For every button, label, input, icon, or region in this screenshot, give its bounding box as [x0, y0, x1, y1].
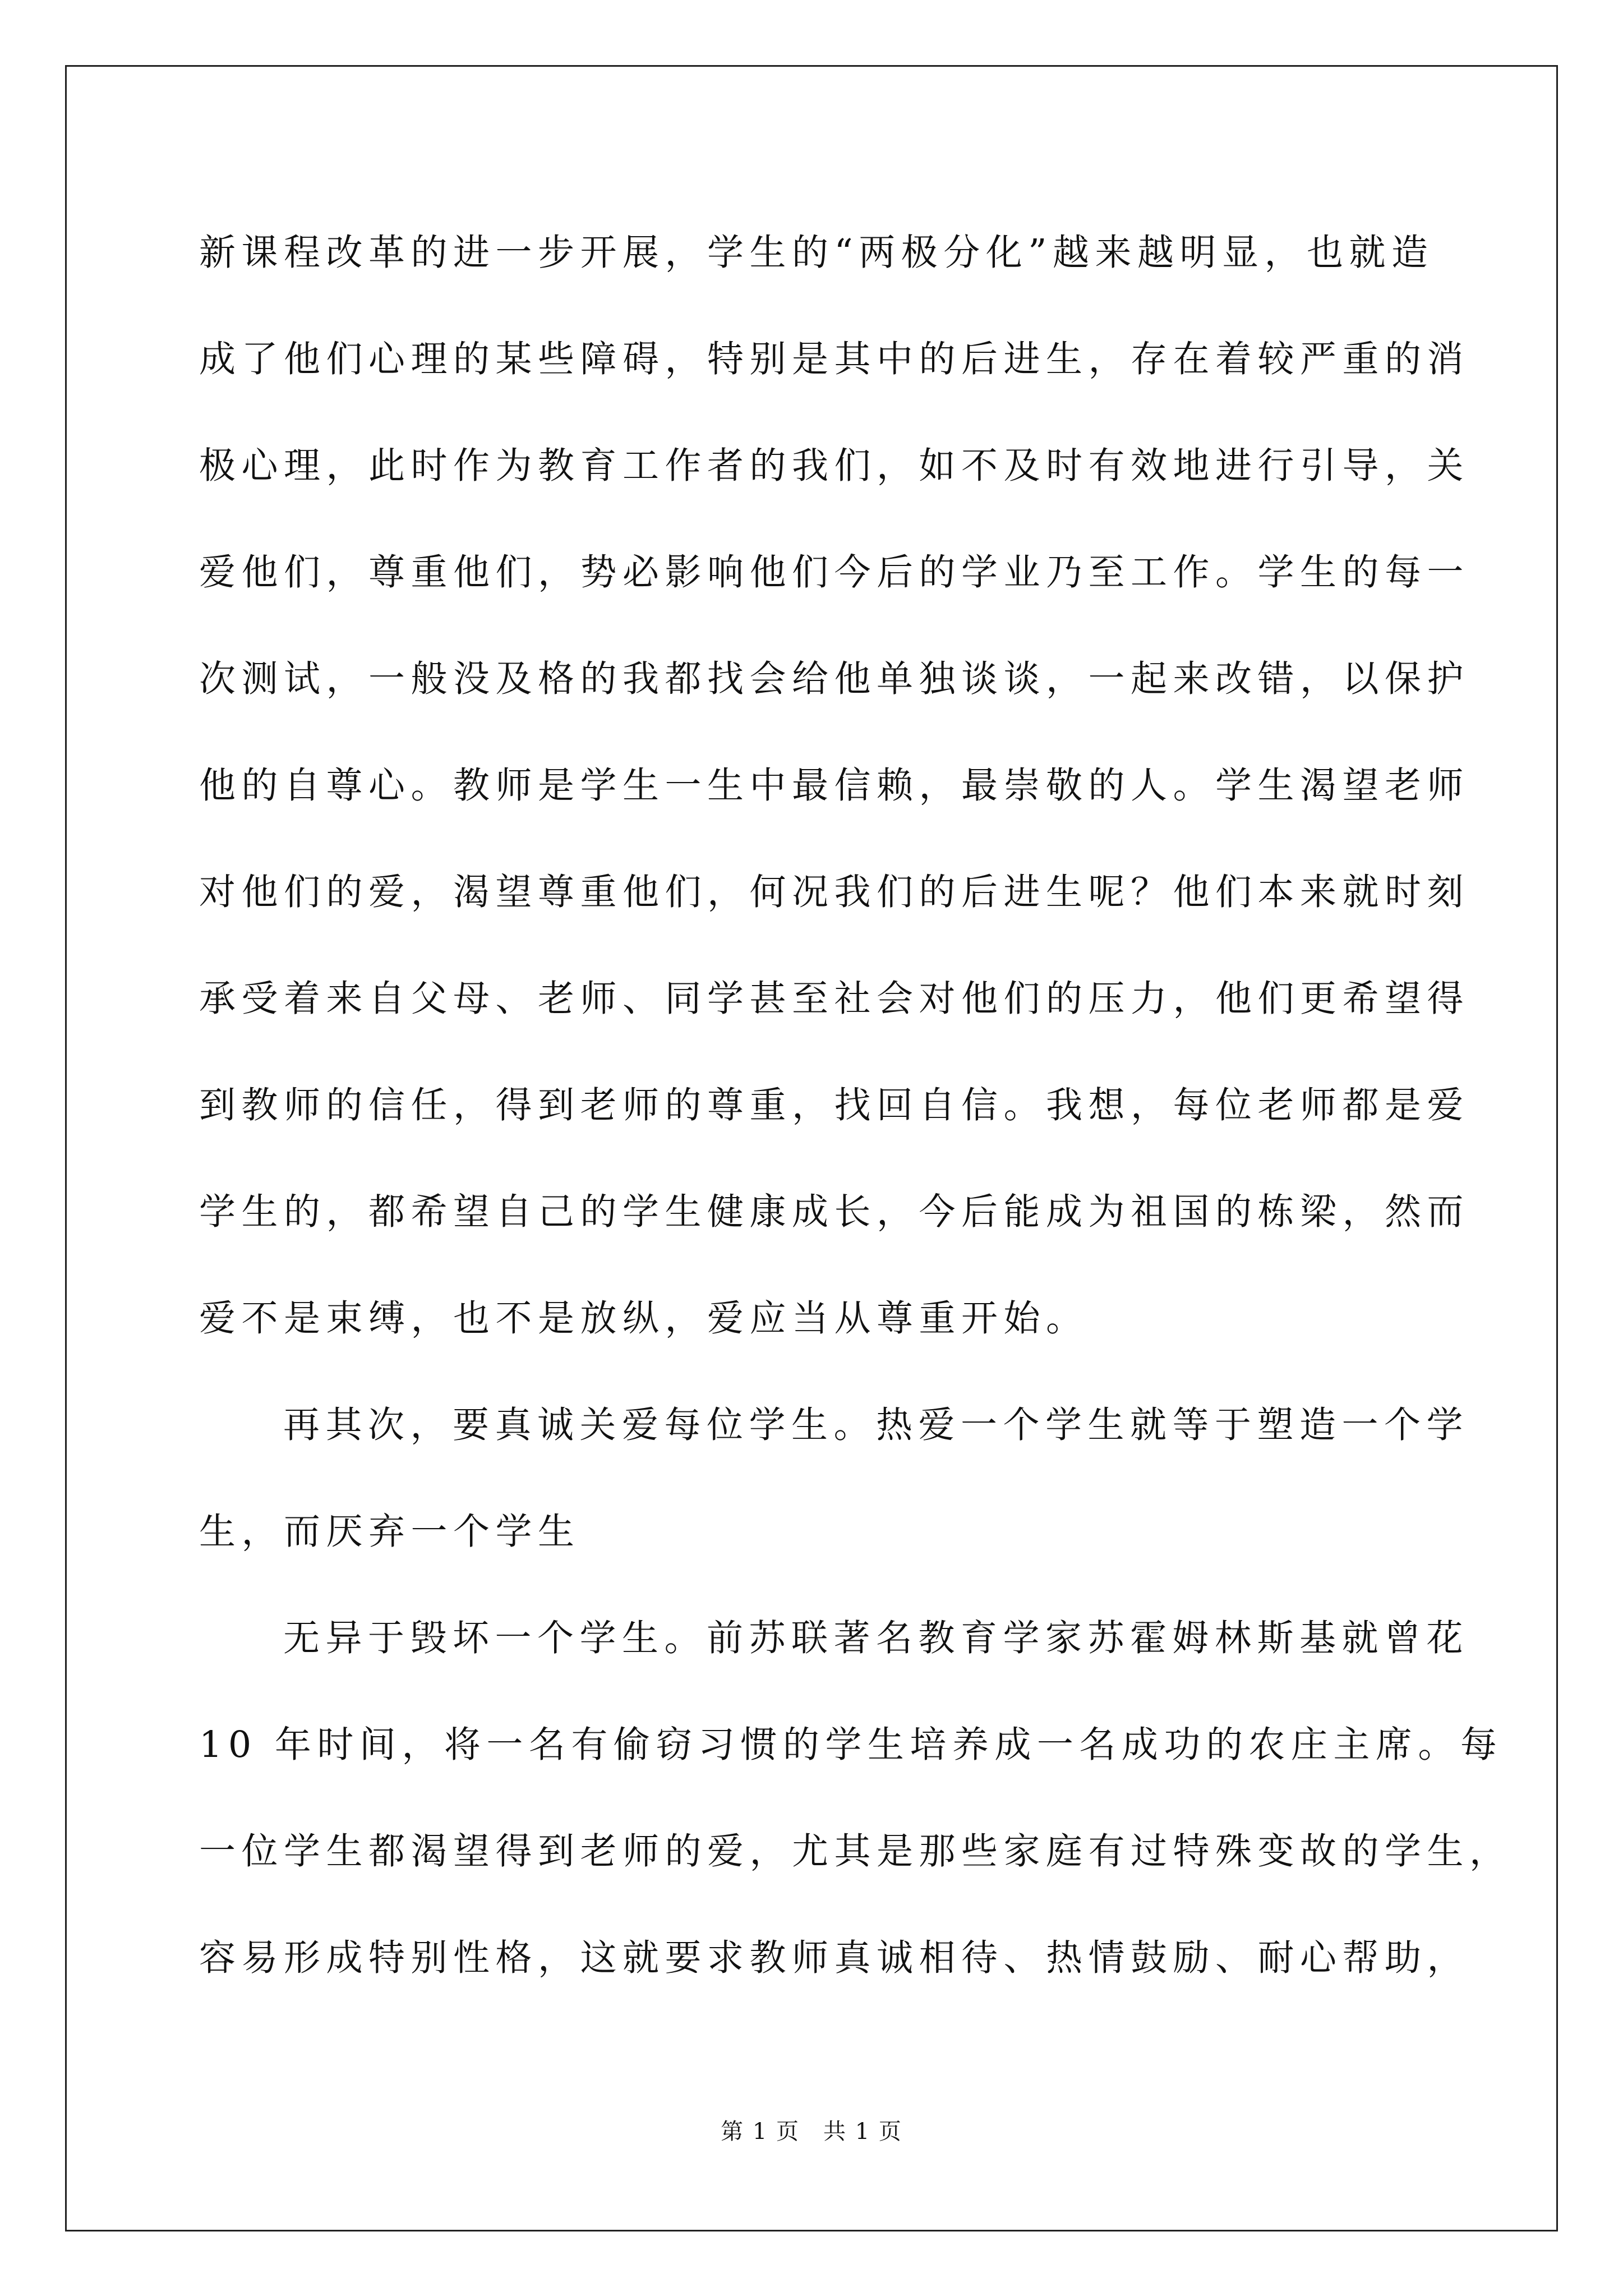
page-border: [65, 65, 1558, 2231]
page-footer: 第 1 页 共 1 页: [721, 2119, 902, 2145]
text-line-2: 成了他们心理的某些障碍，特别是其中的后进生，存在着较严重的消: [199, 338, 1470, 380]
text-line-8: 承受着来自父母、老师、同学甚至社会对他们的压力，他们更希望得: [199, 978, 1470, 1020]
text-line-12: 再其次，要真诚关爱每位学生。热爱一个学生就等于塑造一个学: [283, 1404, 1469, 1446]
text-line-10: 学生的，都希望自己的学生健康成长，今后能成为祖国的栋梁，然而: [199, 1191, 1470, 1233]
text-line-6: 他的自尊心。教师是学生一生中最信赖，最崇敬的人。学生渴望老师: [199, 765, 1470, 807]
text-line-3: 极心理，此时作为教育工作者的我们，如不及时有效地进行引导，关: [199, 445, 1470, 487]
text-line-15: 10 年时间，将一名有偷窃习惯的学生培养成一名成功的农庄主席。每: [199, 1724, 1503, 1766]
text-line-13: 生，而厌弃一个学生: [199, 1511, 580, 1553]
text-line-16: 一位学生都渴望得到老师的爱，尤其是那些家庭有过特殊变故的学生，: [199, 1830, 1512, 1872]
text-line-17: 容易形成特别性格，这就要求教师真诚相待、热情鼓励、耐心帮助，: [199, 1937, 1470, 1979]
text-line-11: 爱不是束缚，也不是放纵，爱应当从尊重开始。: [199, 1297, 1089, 1340]
text-line-1: 新课程改革的进一步开展，学生的“两极分化”越来越明显，也就造: [199, 232, 1434, 274]
text-line-14: 无异于毁坏一个学生。前苏联著名教育学家苏霍姆林斯基就曾花: [283, 1617, 1469, 1659]
text-line-9: 到教师的信任，得到老师的尊重，找回自信。我想，每位老师都是爱: [199, 1084, 1470, 1126]
text-line-5: 次测试，一般没及格的我都找会给他单独谈谈，一起来改错，以保护: [199, 658, 1470, 700]
text-line-7: 对他们的爱，渴望尊重他们，何况我们的后进生呢？他们本来就时刻: [199, 871, 1470, 913]
text-line-4: 爱他们，尊重他们，势必影响他们今后的学业乃至工作。学生的每一: [199, 551, 1470, 593]
